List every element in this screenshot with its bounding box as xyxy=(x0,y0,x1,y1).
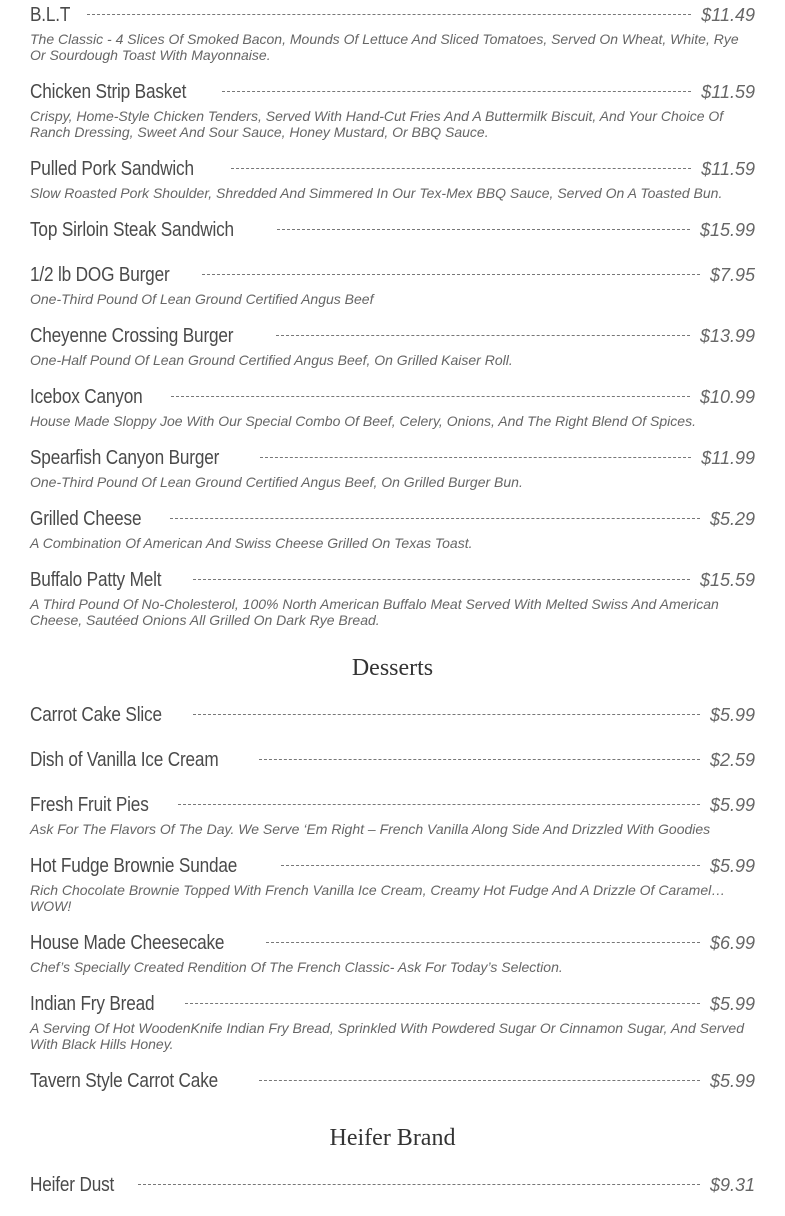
item-name: Cheyenne Crossing Burger xyxy=(30,325,234,347)
dotted-leader xyxy=(178,804,700,805)
menu-item xyxy=(30,158,755,201)
dotted-leader xyxy=(138,1184,700,1185)
item-price: $7.95 xyxy=(709,265,755,285)
menu-item xyxy=(30,749,755,772)
item-price: $5.99 xyxy=(709,795,755,815)
dotted-leader xyxy=(259,1080,700,1081)
item-price: $11.59 xyxy=(701,82,755,102)
menu-item xyxy=(30,386,755,429)
item-price: $9.31 xyxy=(709,1175,755,1195)
item-description: One-Third Pound Of Lean Ground Certified Angus Beef xyxy=(30,291,374,307)
menu-item xyxy=(30,993,755,1052)
item-description: Crispy, Home-Style Chicken Tenders, Served With Hand-Cut Fries And A Buttermilk Biscuit, And Your Choice Of Ranch Dressing, Sweet And Sour Sauce, Honey Mustard, Or BBQ Sauce. xyxy=(30,108,724,140)
dotted-leader xyxy=(171,396,690,397)
item-name: Icebox Canyon xyxy=(30,386,143,408)
item-name: Hot Fudge Brownie Sundae xyxy=(30,855,238,877)
item-description: House Made Sloppy Joe With Our Special Combo Of Beef, Celery, Onions, And The Right Blend Of Spices. xyxy=(30,413,696,429)
menu-item xyxy=(30,4,755,63)
item-price: $10.99 xyxy=(699,387,755,407)
item-name: Dish of Vanilla Ice Cream xyxy=(30,749,219,771)
item-description: Rich Chocolate Brownie Topped With French Vanilla Ice Cream, Creamy Hot Fudge And A Drizzle Of Caramel… WOW! xyxy=(30,882,726,914)
item-price: $5.29 xyxy=(709,509,755,529)
menu-item xyxy=(30,1174,755,1197)
item-name: Buffalo Patty Melt xyxy=(30,569,162,591)
item-price: $2.59 xyxy=(709,750,755,770)
item-price: $5.99 xyxy=(709,705,755,725)
dotted-leader xyxy=(222,91,692,92)
dotted-leader xyxy=(277,229,690,230)
item-price: $13.99 xyxy=(699,326,755,346)
item-description: Chef’s Specially Created Rendition Of The French Classic- Ask For Today’s Selection. xyxy=(30,959,563,975)
item-price: $5.99 xyxy=(709,1071,755,1091)
menu-item xyxy=(30,704,755,727)
dotted-leader xyxy=(170,518,700,519)
item-description: One-Third Pound Of Lean Ground Certified Angus Beef, On Grilled Burger Bun. xyxy=(30,474,523,490)
section-heading-heifer-brand: Heifer Brand xyxy=(329,1125,456,1151)
dotted-leader xyxy=(260,457,691,458)
item-name: Top Sirloin Steak Sandwich xyxy=(30,219,234,241)
item-price: $6.99 xyxy=(709,933,755,953)
menu-item xyxy=(30,264,755,307)
item-name: Chicken Strip Basket xyxy=(30,81,187,103)
item-price: $5.99 xyxy=(709,856,755,876)
dotted-leader xyxy=(231,168,692,169)
item-name: Indian Fry Bread xyxy=(30,993,155,1015)
menu-item xyxy=(30,932,755,975)
dotted-leader xyxy=(193,714,700,715)
item-name: House Made Cheesecake xyxy=(30,932,225,954)
dotted-leader xyxy=(276,335,689,336)
item-description: Slow Roasted Pork Shoulder, Shredded And Simmered In Our Tex-Mex BBQ Sauce, Served On A Toasted Bun. xyxy=(30,185,723,201)
item-description: A Third Pound Of No-Cholesterol, 100% North American Buffalo Meat Served With Melted Swiss And American Cheese, Sautéed Onions All Grilled On Dark Rye Bread. xyxy=(30,596,719,628)
dotted-leader xyxy=(193,579,690,580)
menu-item xyxy=(30,1070,755,1093)
item-name: Carrot Cake Slice xyxy=(30,704,162,726)
menu-item xyxy=(30,569,755,628)
menu-item xyxy=(30,81,755,140)
dotted-leader xyxy=(259,759,700,760)
item-name: Pulled Pork Sandwich xyxy=(30,158,194,180)
dotted-leader xyxy=(185,1003,700,1004)
menu-item xyxy=(30,325,755,368)
item-name: Tavern Style Carrot Cake xyxy=(30,1070,219,1092)
item-description: A Combination Of American And Swiss Cheese Grilled On Texas Toast. xyxy=(30,535,473,551)
item-price: $11.59 xyxy=(701,159,755,179)
menu-item xyxy=(30,855,755,914)
item-price: $15.99 xyxy=(699,220,755,240)
item-name: B.L.T xyxy=(30,4,71,26)
dotted-leader xyxy=(266,942,700,943)
item-price: $15.59 xyxy=(699,570,755,590)
item-price: $5.99 xyxy=(709,994,755,1014)
dotted-leader xyxy=(87,14,691,15)
item-description: The Classic - 4 Slices Of Smoked Bacon, Mounds Of Lettuce And Sliced Tomatoes, Served On Wheat, White, Rye Or Sourdough Toast With Mayonnaise. xyxy=(30,31,739,63)
item-name: Heifer Dust xyxy=(30,1174,115,1196)
menu-item xyxy=(30,794,755,837)
dotted-leader xyxy=(281,865,700,866)
menu-item xyxy=(30,508,755,551)
item-name: Spearfish Canyon Burger xyxy=(30,447,220,469)
item-price: $11.49 xyxy=(701,5,755,25)
item-description: Ask For The Flavors Of The Day. We Serve ‘Em Right – French Vanilla Along Side And Drizzled With Goodies xyxy=(30,821,711,837)
item-description: A Serving Of Hot WoodenKnife Indian Fry Bread, Sprinkled With Powdered Sugar Or Cinnamon Sugar, And Served With Black Hills Honey. xyxy=(30,1020,744,1052)
dotted-leader xyxy=(202,274,700,275)
item-description: One-Half Pound Of Lean Ground Certified Angus Beef, On Grilled Kaiser Roll. xyxy=(30,352,513,368)
item-name: Fresh Fruit Pies xyxy=(30,794,149,816)
section-heading-desserts: Desserts xyxy=(351,655,434,681)
item-name: Grilled Cheese xyxy=(30,508,142,530)
item-name: 1/2 lb DOG Burger xyxy=(30,264,170,286)
menu-item xyxy=(30,219,755,242)
item-price: $11.99 xyxy=(701,448,755,468)
menu-item xyxy=(30,447,755,490)
